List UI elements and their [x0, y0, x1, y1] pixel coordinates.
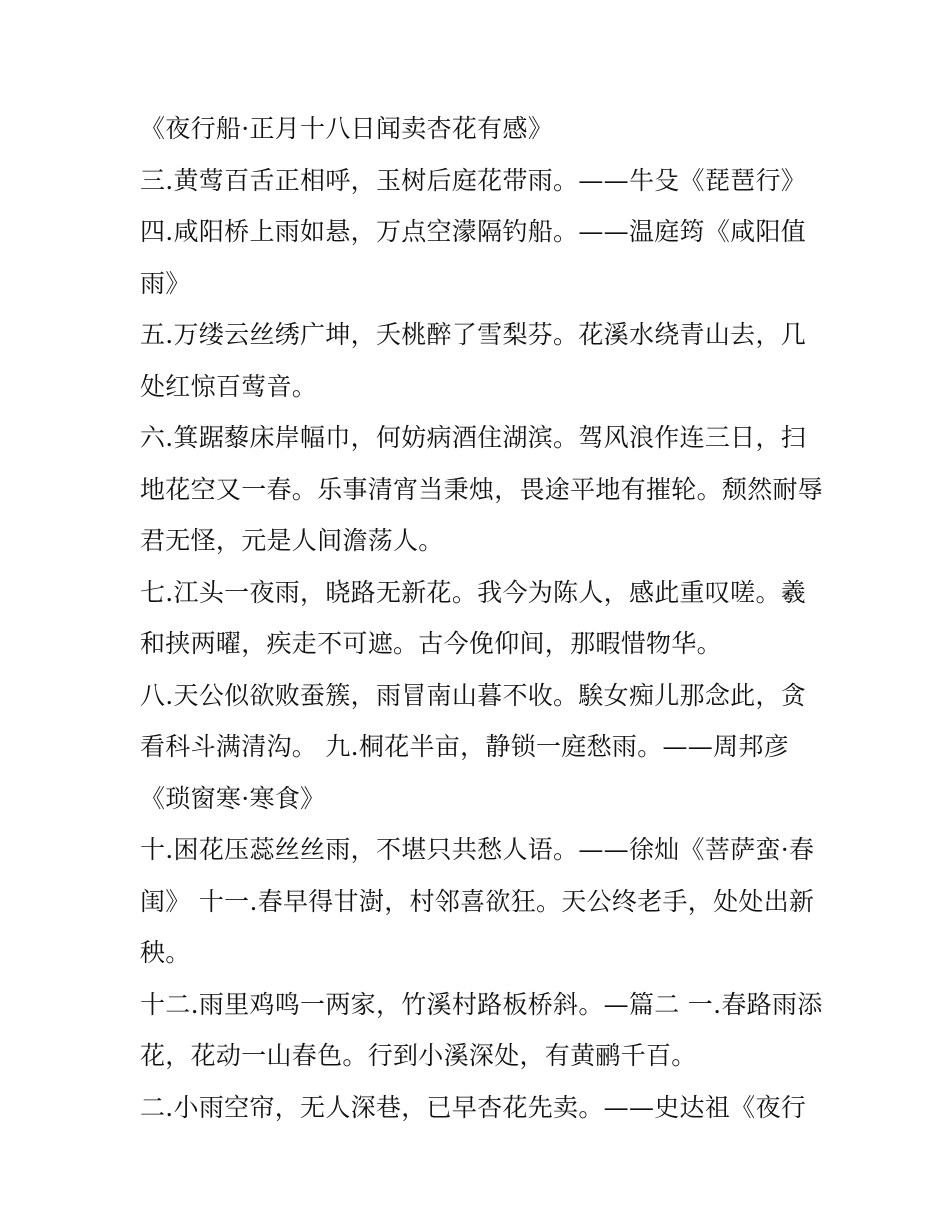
text-line: 七.江头一夜雨，晓路无新花。我今为陈人，感此重叹嗟。羲 — [140, 577, 807, 607]
text-line: 和挟两曜，疾走不可遮。古今俛仰间，那暇惜物华。 — [140, 629, 722, 658]
text-line: 五.万缕云丝绣广坤，夭桃醉了雪梨芬。花溪水绕青山去，几 — [140, 320, 807, 349]
text-line: 处红惊百莺音。 — [140, 371, 318, 401]
text-line: 六.箕踞藜床岸幅巾，何妨病酒住湖滨。驾风浪作连三日，扫 — [140, 423, 807, 452]
text-line: 雨》 — [140, 268, 191, 298]
text-line: 秧。 — [140, 938, 191, 967]
text-line: 花，花动一山春色。行到小溪深处，有黄鹂千百。 — [140, 1041, 697, 1070]
text-line: 十.困花压蕊丝丝雨，不堪只共愁人语。——徐灿《菩萨蛮·春 — [140, 835, 815, 864]
text-line: 《琐窗寒·寒食》 — [140, 783, 326, 813]
text-line: 地花空又一春。乐事清宵当秉烛，畏途平地有摧轮。颓然耐辱 — [140, 474, 824, 504]
text-line: 三.黄莺百舌正相呼，玉树后庭花带雨。——牛殳《琵琶行》 — [140, 165, 807, 195]
text-line: 四.咸阳桥上雨如悬，万点空濛隔钓船。——温庭筠《咸阳值 — [140, 217, 807, 246]
poem-text-block — [140, 103, 824, 1133]
text-line: 《夜行船·正月十八日闻卖杏花有感》 — [140, 114, 554, 143]
text-line: 闺》 十一.春早得甘澍，村邻喜欲狂。天公终老手，处处出新 — [140, 886, 815, 916]
text-line: 看科斗满清沟。 九.桐花半亩，静锁一庭愁雨。——周邦彦 — [140, 732, 789, 761]
text-line: 君无怪，元是人间澹荡人。 — [140, 526, 444, 555]
text-line: 八.天公似欲败蚕簇，雨冒南山暮不收。騃女痴儿那念此，贪 — [140, 680, 807, 710]
text-line: 十二.雨里鸡鸣一两家，竹溪村路板桥斜。—篇二 一.春路雨添 — [140, 989, 823, 1019]
text-line: 二.小雨空帘，无人深巷，已早杏花先卖。——史达祖《夜行 — [140, 1092, 807, 1122]
